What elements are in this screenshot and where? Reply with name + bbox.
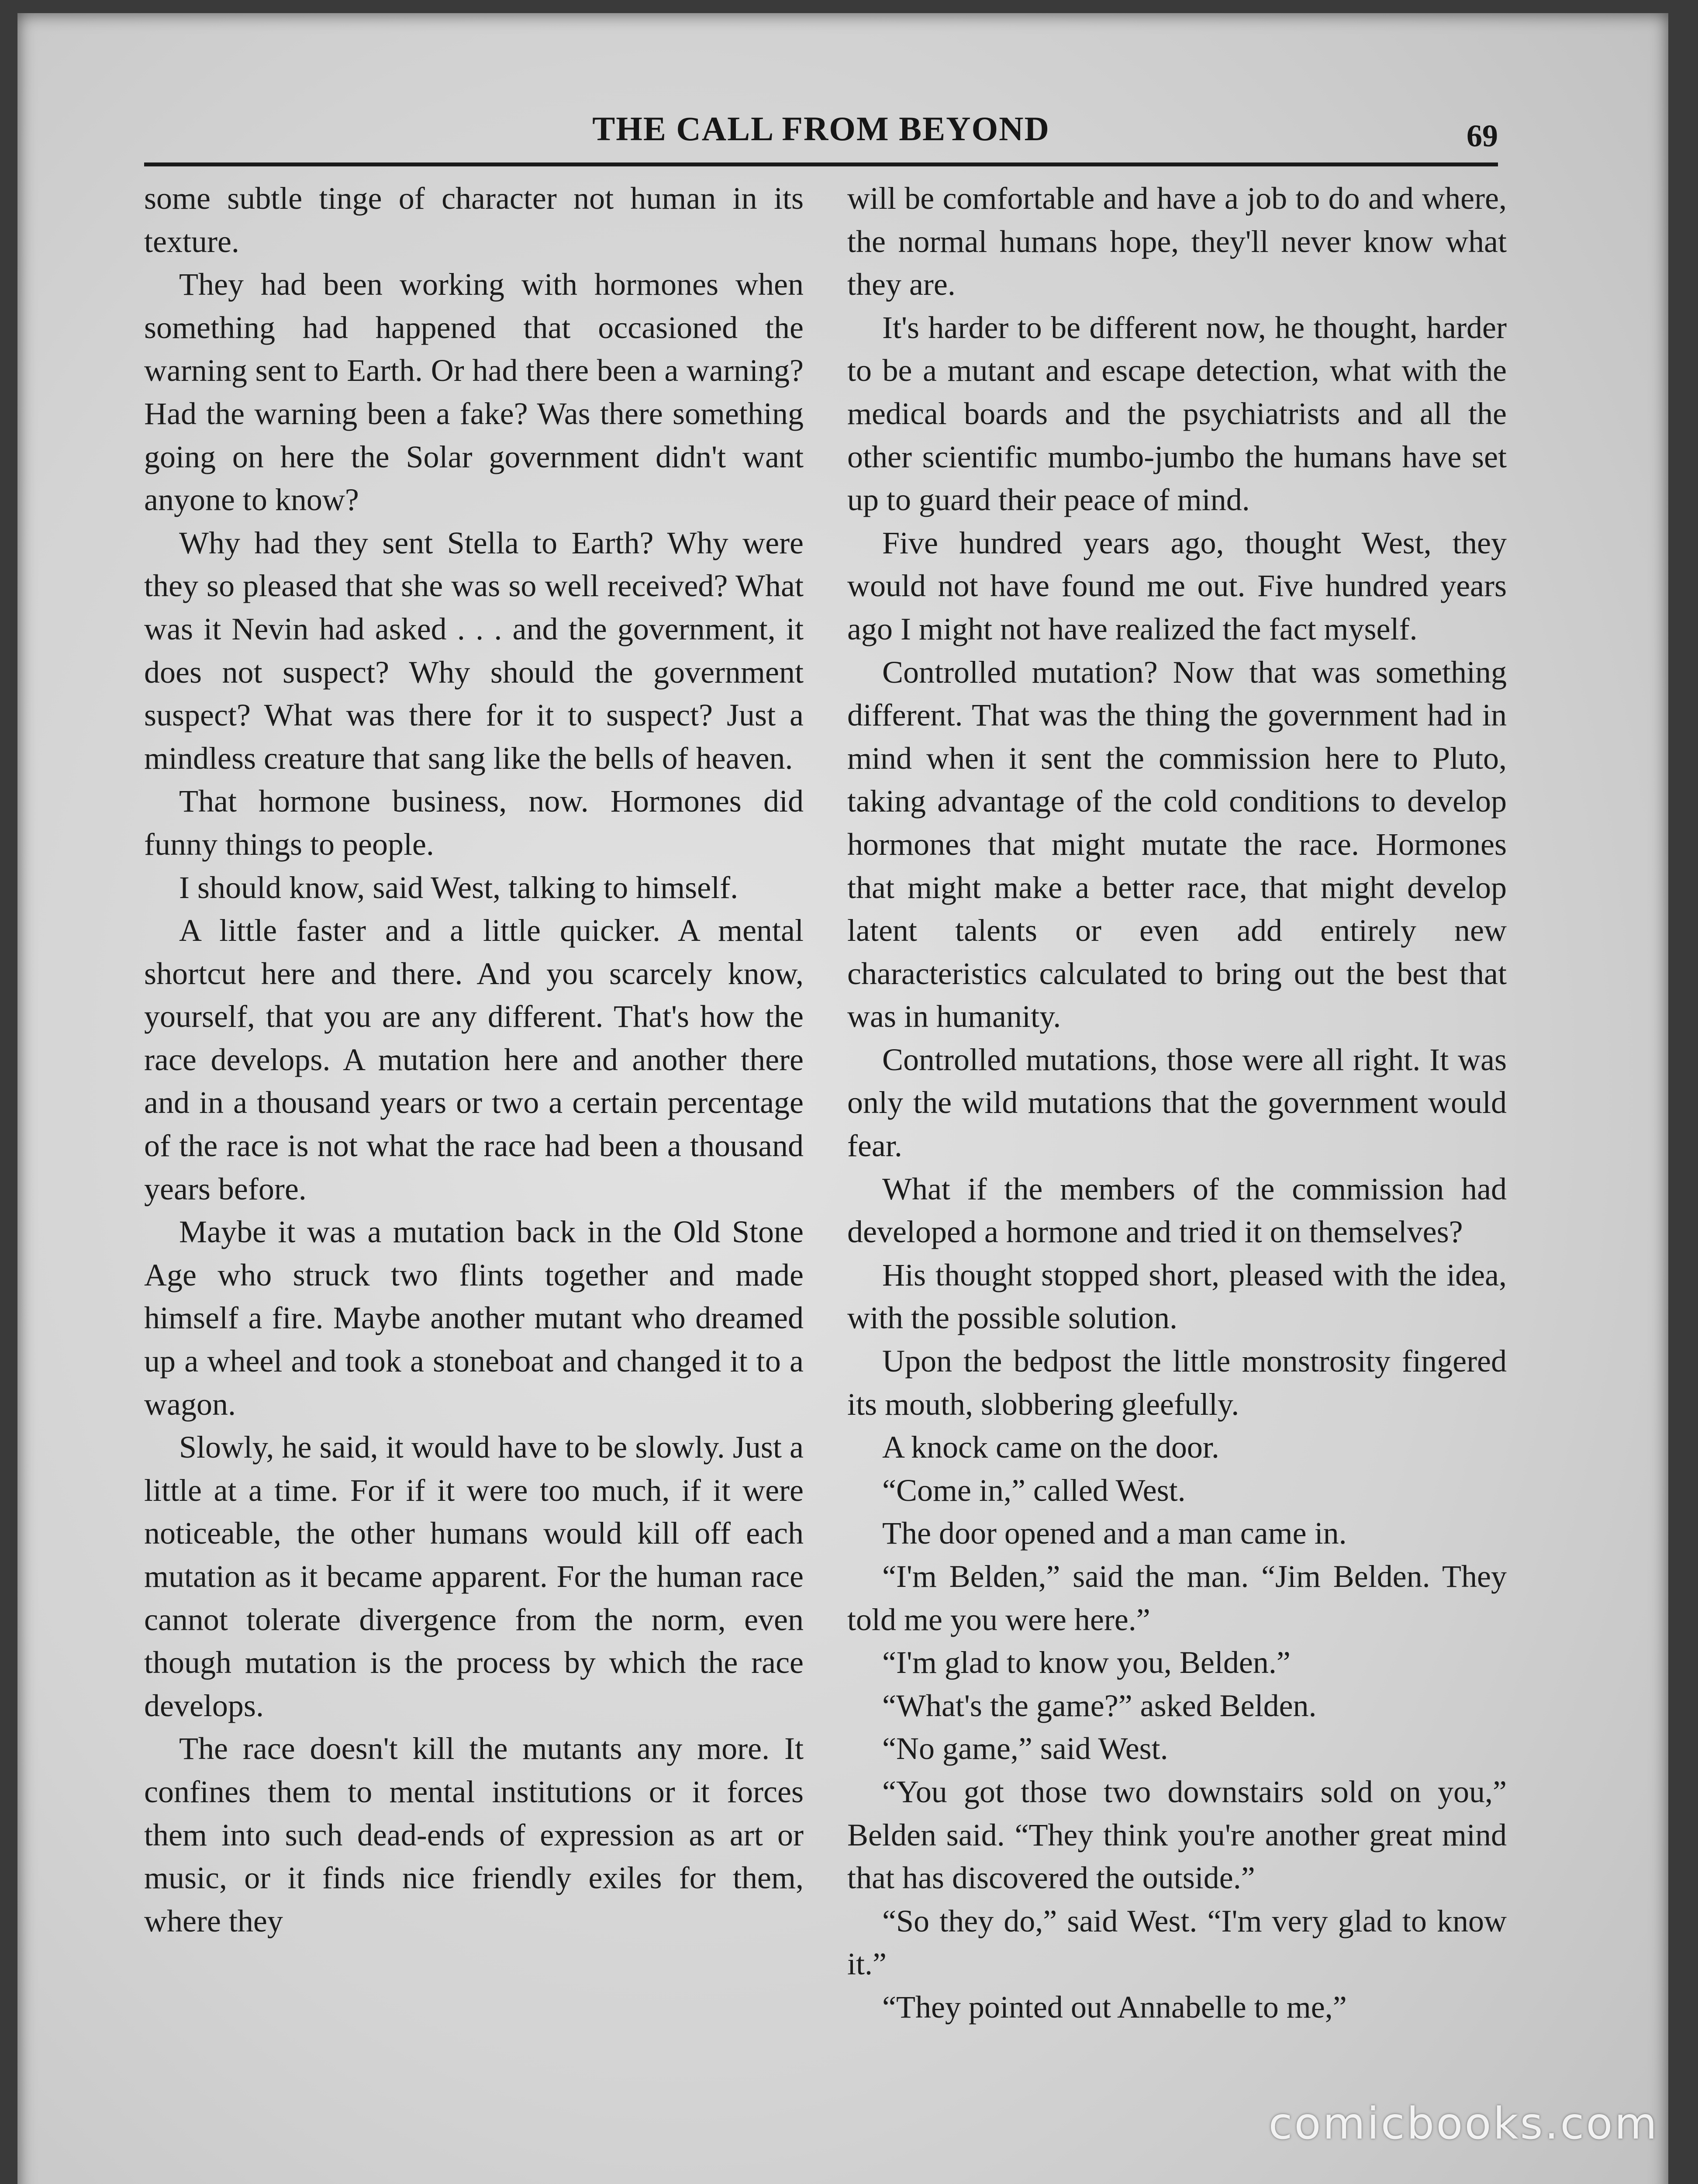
header-rule	[144, 162, 1498, 166]
paragraph: “What's the game?” asked Belden.	[882, 1688, 1317, 1723]
paragraph: That hormone business, now. Hormones did funny things to people.	[144, 784, 804, 862]
paragraph: “Come in,” called West.	[882, 1472, 1186, 1508]
running-title: THE CALL FROM BEYOND	[592, 110, 1050, 148]
paragraph: Controlled mutations, those were all right. It was only the wild mutations that the government would fear.	[847, 1042, 1507, 1164]
paragraph: Maybe it was a mutation back in the Old Stone Age who struck two flints together and made himself a fire. Maybe another mutant who dreamed up a wheel and took a stoneboat and changed it to a wagon.	[144, 1214, 804, 1422]
paragraph: A knock came on the door.	[882, 1430, 1219, 1465]
paragraph: His thought stopped short, pleased with the idea, with the possible solution.	[847, 1257, 1507, 1336]
paragraph: will be comfortable and have a job to do and where, the normal humans hope, they'll never know what they are.	[847, 181, 1507, 302]
paragraph: Why had they sent Stella to Earth? Why were they so pleased that she was so well received? What was it Nevin had asked . . . and the government, it does not suspect? Why should the government suspect? What was there for it to suspect? Just a mindless creature that sang like the bells of heaven.	[144, 525, 804, 776]
paragraph: A little faster and a little quicker. A mental shortcut here and there. And you scarcely know, yourself, that you are any different. That's how the race develops. A mutation here and another there and in a thousand years or two a certain percentage of the race is not what the race had been a thousand years before.	[144, 913, 804, 1206]
page-number: 69	[1467, 118, 1498, 153]
paragraph: It's harder to be different now, he thought, harder to be a mutant and escape detection, what with the medical boards and the psychiatrists and all the other scientific mumbo-jumbo the humans have set up to guard their peace of mind.	[847, 310, 1507, 518]
paragraph: “They pointed out Annabelle to me,”	[882, 1989, 1347, 2025]
paragraph: What if the members of the commission had developed a hormone and tried it on themselves?	[847, 1171, 1507, 1250]
paragraph: “No game,” said West.	[882, 1731, 1168, 1766]
watermark: comicbooks.com	[1268, 2098, 1659, 2149]
paragraph: Slowly, he said, it would have to be slowly. Just a little at a time. For if it were too much, if it were noticeable, the other humans would kill off each mutation as it became apparent. For the human race cannot tolerate divergence from the norm, even though mutation is the process by which the race develops.	[144, 1430, 804, 1723]
paragraph: Controlled mutation? Now that was something different. That was the thing the government had in mind when it sent the commission here to Pluto, taking advantage of the cold conditions to develop hormones that might mutate the race. Hormones that might make a better race, that might develop latent talents or even add entirely new characteristics calculated to bring out the best that was in humanity.	[847, 654, 1507, 1034]
paragraph: Upon the bedpost the little monstrosity fingered its mouth, slobbering gleefully.	[847, 1344, 1507, 1422]
left-column	[144, 177, 804, 2184]
paragraph: The race doesn't kill the mutants any more. It confines them to mental institutions or it forces them into such dead-ends of expression as art or music, or it finds nice friendly exiles for them, where they	[144, 1731, 804, 1939]
paragraph: some subtle tinge of character not human in its texture.	[144, 181, 804, 259]
paragraph: Five hundred years ago, thought West, they would not have found me out. Five hundred years ago I might not have realized the fact myself.	[847, 525, 1507, 646]
page-header	[144, 109, 1498, 157]
paragraph: “You got those two downstairs sold on you,” Belden said. “They think you're another great mind that has discovered the outside.”	[847, 1774, 1507, 1896]
paragraph: “I'm Belden,” said the man. “Jim Belden. They told me you were here.”	[847, 1559, 1507, 1637]
paragraph: They had been working with hormones when something had happened that occasioned the warning sent to Earth. Or had there been a warning? Had the warning been a fake? Was there something going on here the Solar government didn't want anyone to know?	[144, 267, 804, 518]
right-column	[847, 177, 1507, 2184]
paragraph: I should know, said West, talking to himself.	[179, 870, 739, 905]
paragraph: The door opened and a man came in.	[882, 1516, 1347, 1551]
paragraph: “I'm glad to know you, Belden.”	[882, 1645, 1291, 1680]
paragraph: “So they do,” said West. “I'm very glad to know it.”	[847, 1903, 1507, 1982]
